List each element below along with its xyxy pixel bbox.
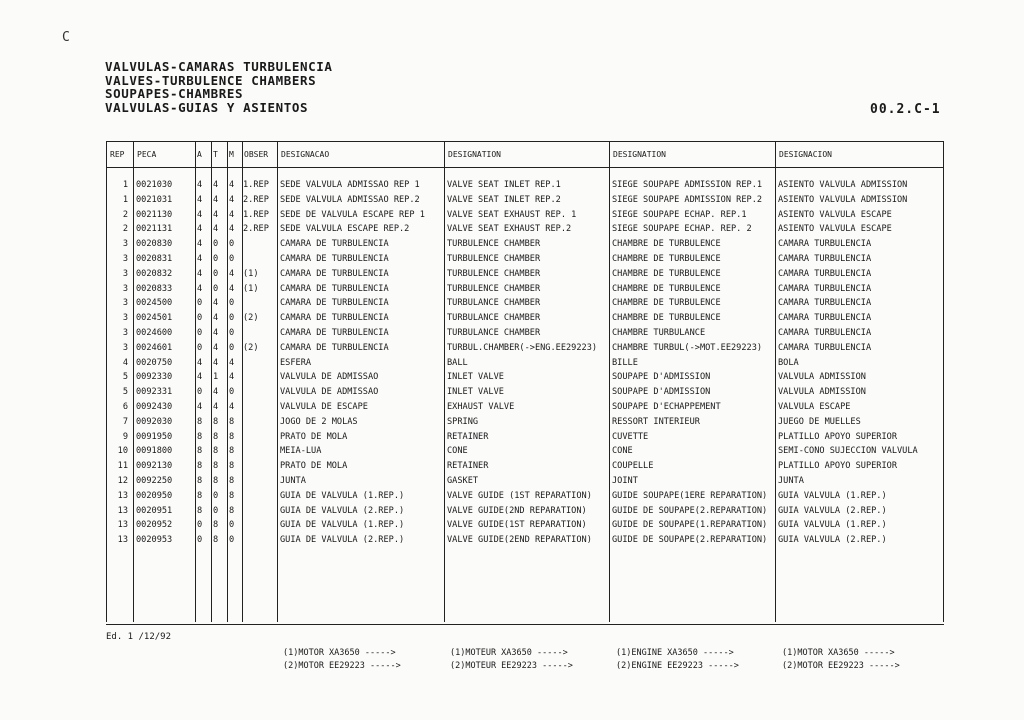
cell-pt: SEDE VALVULA ADMISSAO REP.2 bbox=[280, 194, 420, 205]
cell-t: 8 bbox=[213, 446, 219, 457]
column-rule bbox=[195, 142, 196, 622]
cell-pt: CAMARA DE TURBULENCIA bbox=[280, 268, 389, 279]
footnote-en-1: (1)ENGINE XA3650 -----> bbox=[616, 648, 734, 658]
cell-es: ASIENTO VALVULA ESCAPE bbox=[778, 209, 892, 220]
cell-pt: CAMARA DE TURBULENCIA bbox=[280, 298, 389, 309]
cell-es: CAMARA TURBULENCIA bbox=[778, 298, 872, 309]
cell-en: TURBUL.CHAMBER(->ENG.EE29223) bbox=[447, 342, 598, 353]
cell-t: 4 bbox=[213, 180, 219, 190]
cell-m: 8 bbox=[229, 490, 235, 501]
cell-m: 8 bbox=[229, 431, 235, 442]
cell-rep: 3 bbox=[122, 328, 128, 338]
cell-es: BOLA bbox=[778, 357, 799, 368]
cell-m: 4 bbox=[229, 194, 235, 205]
cell-pt: CAMARA DE TURBULENCIA bbox=[280, 283, 389, 294]
cell-peca: 0020951 bbox=[136, 505, 173, 516]
cell-a: 0 bbox=[197, 342, 203, 353]
column-rule bbox=[133, 142, 134, 622]
cell-fr: RESSORT INTERIEUR bbox=[612, 416, 700, 427]
cell-en: VALVE GUIDE(1ST REPARATION) bbox=[447, 520, 587, 531]
edition-date: Ed. 1 /12/92 bbox=[106, 632, 172, 642]
cell-t: 0 bbox=[213, 254, 219, 264]
cell-t: 0 bbox=[213, 505, 219, 516]
cell-en: VALVE SEAT EXHAUST REP. 1 bbox=[447, 209, 577, 220]
header-t: T bbox=[213, 150, 218, 159]
cell-peca: 0021130 bbox=[136, 209, 173, 220]
cell-en: TURBULENCE CHAMBER bbox=[447, 268, 541, 279]
cell-rep: 3 bbox=[122, 268, 128, 279]
cell-en: CONE bbox=[447, 446, 468, 457]
cell-en: BALL bbox=[447, 357, 468, 368]
cell-es: GUIA VALVULA (2.REP.) bbox=[778, 535, 887, 546]
cell-a: 8 bbox=[197, 416, 203, 427]
cell-rep: 6 bbox=[122, 402, 128, 412]
cell-rep: 11 bbox=[117, 461, 128, 472]
cell-a: 8 bbox=[197, 431, 203, 442]
cell-a: 4 bbox=[197, 209, 203, 220]
cell-en: INLET VALVE bbox=[447, 372, 504, 383]
cell-m: 4 bbox=[229, 224, 235, 235]
cell-pt: JUNTA bbox=[280, 476, 306, 486]
cell-en: VALVE GUIDE(2ND REPARATION) bbox=[447, 505, 587, 516]
cell-peca: 0024601 bbox=[136, 342, 173, 353]
cell-es: PLATILLO APOYO SUPERIOR bbox=[778, 461, 897, 472]
cell-rep: 10 bbox=[117, 446, 128, 457]
cell-t: 1 bbox=[213, 372, 219, 383]
cell-t: 4 bbox=[213, 357, 219, 368]
cell-fr: CHAMBRE TURBUL(->MOT.EE29223) bbox=[612, 342, 763, 353]
cell-es: ASIENTO VALVULA ADMISSION bbox=[778, 180, 908, 190]
cell-t: 4 bbox=[213, 224, 219, 235]
cell-es: ASIENTO VALVULA ESCAPE bbox=[778, 224, 892, 235]
cell-rep: 1 bbox=[122, 194, 128, 205]
cell-fr: CHAMBRE TURBULANCE bbox=[612, 328, 706, 338]
cell-m: 8 bbox=[229, 476, 235, 486]
header-rep: REP bbox=[110, 150, 125, 159]
cell-a: 4 bbox=[197, 283, 203, 294]
cell-fr: COUPELLE bbox=[612, 461, 654, 472]
cell-rep: 3 bbox=[122, 254, 128, 264]
cell-rep: 3 bbox=[122, 283, 128, 294]
cell-es: GUIA VALVULA (1.REP.) bbox=[778, 490, 887, 501]
cell-m: 4 bbox=[229, 372, 235, 383]
cell-rep: 13 bbox=[117, 520, 128, 531]
header-designacion: DESIGNACION bbox=[779, 150, 832, 159]
cell-rep: 9 bbox=[122, 431, 128, 442]
cell-es: JUEGO DE MUELLES bbox=[778, 416, 861, 427]
cell-en: VALVE SEAT EXHAUST REP.2 bbox=[447, 224, 572, 235]
footnote-pt-1: (1)MOTOR XA3650 -----> bbox=[283, 648, 396, 658]
cell-peca: 0020952 bbox=[136, 520, 173, 531]
cell-pt: GUIA DE VALVULA (1.REP.) bbox=[280, 490, 405, 501]
cell-fr: CHAMBRE DE TURBULENCE bbox=[612, 239, 721, 250]
cell-en: TURBULANCE CHAMBER bbox=[447, 298, 541, 309]
cell-t: 8 bbox=[213, 416, 219, 427]
column-rule bbox=[444, 142, 445, 622]
cell-peca: 0092250 bbox=[136, 476, 173, 486]
cell-t: 4 bbox=[213, 402, 219, 412]
cell-obser: (2) bbox=[243, 342, 259, 353]
cell-obser: (1) bbox=[243, 268, 259, 279]
cell-a: 8 bbox=[197, 446, 203, 457]
cell-fr: SOUPAPE D'ECHAPPEMENT bbox=[612, 402, 721, 412]
cell-obser: 1.REP bbox=[243, 180, 269, 190]
cell-t: 0 bbox=[213, 490, 219, 501]
cell-es: CAMARA TURBULENCIA bbox=[778, 328, 872, 338]
cell-rep: 3 bbox=[122, 313, 128, 324]
cell-m: 4 bbox=[229, 268, 235, 279]
header-obser: OBSER bbox=[244, 150, 269, 159]
cell-fr: CUVETTE bbox=[612, 431, 649, 442]
cell-t: 4 bbox=[213, 298, 219, 309]
cell-es: PLATILLO APOYO SUPERIOR bbox=[778, 431, 897, 442]
cell-a: 4 bbox=[197, 268, 203, 279]
cell-fr: SIEGE SOUPAPE ADMISSION REP.2 bbox=[612, 194, 763, 205]
cell-pt: VALVULA DE ADMISSAO bbox=[280, 387, 379, 398]
title-es: VALVULAS-GUIAS Y ASIENTOS bbox=[105, 99, 309, 115]
cell-a: 4 bbox=[197, 402, 203, 412]
cell-fr: SIEGE SOUPAPE ECHAP. REP.1 bbox=[612, 209, 747, 220]
column-rule bbox=[609, 142, 610, 622]
cell-pt: CAMARA DE TURBULENCIA bbox=[280, 328, 389, 338]
cell-peca: 0020832 bbox=[136, 268, 173, 279]
cell-fr: CHAMBRE DE TURBULENCE bbox=[612, 298, 721, 309]
cell-en: VALVE SEAT INLET REP.2 bbox=[447, 194, 561, 205]
cell-m: 0 bbox=[229, 520, 235, 531]
cell-a: 4 bbox=[197, 357, 203, 368]
footnote-es-1: (1)MOTOR XA3650 -----> bbox=[782, 648, 895, 658]
header-a: A bbox=[197, 150, 202, 159]
cell-pt: CAMARA DE TURBULENCIA bbox=[280, 254, 389, 264]
cell-pt: ESFERA bbox=[280, 357, 312, 368]
cell-a: 0 bbox=[197, 520, 203, 531]
cell-es: CAMARA TURBULENCIA bbox=[778, 313, 872, 324]
cell-pt: GUIA DE VALVULA (1.REP.) bbox=[280, 520, 405, 531]
cell-es: ASIENTO VALVULA ADMISSION bbox=[778, 194, 908, 205]
cell-es: JUNTA bbox=[778, 476, 804, 486]
cell-en: VALVE SEAT INLET REP.1 bbox=[447, 180, 561, 190]
column-rule bbox=[943, 142, 944, 622]
cell-a: 4 bbox=[197, 180, 203, 190]
cell-es: VALVULA ADMISSION bbox=[778, 372, 866, 383]
cell-peca: 0021030 bbox=[136, 180, 173, 190]
footnote-fr-2: (2)MOTEUR EE29223 -----> bbox=[450, 661, 573, 671]
cell-t: 8 bbox=[213, 431, 219, 442]
cell-en: EXHAUST VALVE bbox=[447, 402, 515, 412]
cell-peca: 0092330 bbox=[136, 372, 173, 383]
cell-m: 4 bbox=[229, 402, 235, 412]
cell-en: VALVE GUIDE (1ST REPARATION) bbox=[447, 490, 592, 501]
cell-fr: SIEGE SOUPAPE ADMISSION REP.1 bbox=[612, 180, 763, 190]
cell-pt: GUIA DE VALVULA (2.REP.) bbox=[280, 505, 405, 516]
cell-peca: 0024600 bbox=[136, 328, 173, 338]
cell-en: TURBULANCE CHAMBER bbox=[447, 313, 541, 324]
cell-es: CAMARA TURBULENCIA bbox=[778, 268, 872, 279]
cell-pt: CAMARA DE TURBULENCIA bbox=[280, 239, 389, 250]
cell-peca: 0020831 bbox=[136, 254, 173, 264]
cell-rep: 13 bbox=[117, 535, 128, 546]
cell-a: 8 bbox=[197, 476, 203, 486]
cell-fr: GUIDE DE SOUPAPE(1.REPARATION) bbox=[612, 520, 768, 531]
cell-pt: CAMARA DE TURBULENCIA bbox=[280, 342, 389, 353]
header-peca: PECA bbox=[137, 150, 157, 159]
cell-pt: PRATO DE MOLA bbox=[280, 431, 348, 442]
cell-fr: JOINT bbox=[612, 476, 638, 486]
column-rule bbox=[227, 142, 228, 622]
cell-fr: SOUPAPE D'ADMISSION bbox=[612, 387, 711, 398]
cell-es: CAMARA TURBULENCIA bbox=[778, 239, 872, 250]
cell-a: 8 bbox=[197, 461, 203, 472]
cell-t: 0 bbox=[213, 239, 219, 250]
cell-pt: MEIA-LUA bbox=[280, 446, 322, 457]
cell-pt: VALVULA DE ADMISSAO bbox=[280, 372, 379, 383]
cell-es: CAMARA TURBULENCIA bbox=[778, 283, 872, 294]
cell-rep: 3 bbox=[122, 239, 128, 250]
cell-m: 4 bbox=[229, 283, 235, 294]
cell-m: 8 bbox=[229, 461, 235, 472]
cell-rep: 12 bbox=[117, 476, 128, 486]
cell-a: 0 bbox=[197, 328, 203, 338]
cell-obser: 2.REP bbox=[243, 194, 269, 205]
cell-rep: 1 bbox=[122, 180, 128, 190]
cell-m: 8 bbox=[229, 416, 235, 427]
cell-t: 4 bbox=[213, 342, 219, 353]
cell-peca: 0092030 bbox=[136, 416, 173, 427]
cell-obser: (1) bbox=[243, 283, 259, 294]
cell-fr: CONE bbox=[612, 446, 633, 457]
title-en: VALVES-TURBULENCE CHAMBERS bbox=[105, 72, 317, 88]
cell-fr: SIEGE SOUPAPE ECHAP. REP. 2 bbox=[612, 224, 752, 235]
cell-rep: 2 bbox=[122, 209, 128, 220]
cell-m: 4 bbox=[229, 180, 235, 190]
cell-fr: BILLE bbox=[612, 357, 638, 368]
cell-en: TURBULENCE CHAMBER bbox=[447, 283, 541, 294]
cell-fr: SOUPAPE D'ADMISSION bbox=[612, 372, 711, 383]
cell-t: 4 bbox=[213, 194, 219, 205]
cell-en: GASKET bbox=[447, 476, 479, 486]
cell-rep: 5 bbox=[122, 387, 128, 398]
cell-pt: GUIA DE VALVULA (2.REP.) bbox=[280, 535, 405, 546]
header-m: M bbox=[229, 150, 234, 159]
header-designation-en: DESIGNATION bbox=[448, 150, 501, 159]
cell-es: VALVULA ADMISSION bbox=[778, 387, 866, 398]
cell-a: 0 bbox=[197, 298, 203, 309]
cell-rep: 13 bbox=[117, 490, 128, 501]
column-rule bbox=[277, 142, 278, 622]
cell-a: 0 bbox=[197, 387, 203, 398]
cell-t: 8 bbox=[213, 535, 219, 546]
column-rule bbox=[106, 142, 107, 622]
cell-es: VALVULA ESCAPE bbox=[778, 402, 851, 412]
cell-rep: 3 bbox=[122, 298, 128, 309]
cell-es: GUIA VALVULA (1.REP.) bbox=[778, 520, 887, 531]
header-separator bbox=[106, 167, 944, 168]
cell-fr: CHAMBRE DE TURBULENCE bbox=[612, 268, 721, 279]
cell-peca: 0020750 bbox=[136, 357, 173, 368]
cell-m: 4 bbox=[229, 357, 235, 368]
cell-m: 8 bbox=[229, 446, 235, 457]
cell-rep: 5 bbox=[122, 372, 128, 383]
cell-fr: CHAMBRE DE TURBULENCE bbox=[612, 283, 721, 294]
column-rule bbox=[211, 142, 212, 622]
cell-rep: 7 bbox=[122, 416, 128, 427]
cell-pt: PRATO DE MOLA bbox=[280, 461, 348, 472]
cell-a: 4 bbox=[197, 194, 203, 205]
cell-obser: 2.REP bbox=[243, 224, 269, 235]
cell-m: 0 bbox=[229, 328, 235, 338]
cell-m: 0 bbox=[229, 535, 235, 546]
cell-en: TURBULENCE CHAMBER bbox=[447, 239, 541, 250]
cell-peca: 0020950 bbox=[136, 490, 173, 501]
cell-en: RETAINER bbox=[447, 431, 489, 442]
cell-pt: SEDE DE VALVULA ESCAPE REP 1 bbox=[280, 209, 425, 220]
cell-m: 0 bbox=[229, 342, 235, 353]
cell-peca: 0092130 bbox=[136, 461, 173, 472]
cell-a: 0 bbox=[197, 313, 203, 324]
title-fr: SOUPAPES-CHAMBRES bbox=[105, 86, 244, 101]
document-titles bbox=[105, 60, 333, 114]
cell-en: TURBULANCE CHAMBER bbox=[447, 328, 541, 338]
header-designacao: DESIGNACAO bbox=[281, 150, 330, 159]
page-reference: 00.2.C-1 bbox=[870, 102, 941, 117]
cell-pt: VALVULA DE ESCAPE bbox=[280, 402, 368, 412]
cell-t: 0 bbox=[213, 268, 219, 279]
cell-rep: 13 bbox=[117, 505, 128, 516]
cell-en: INLET VALVE bbox=[447, 387, 504, 398]
cell-peca: 0092430 bbox=[136, 402, 173, 412]
cell-peca: 0092331 bbox=[136, 387, 173, 398]
cell-fr: GUIDE SOUPAPE(1ERE REPARATION) bbox=[612, 490, 768, 501]
corner-mark: C bbox=[62, 30, 70, 45]
cell-peca: 0020833 bbox=[136, 283, 173, 294]
cell-a: 8 bbox=[197, 490, 203, 501]
cell-obser: (2) bbox=[243, 313, 259, 324]
cell-fr: GUIDE DE SOUPAPE(2.REPARATION) bbox=[612, 505, 768, 516]
cell-fr: CHAMBRE DE TURBULENCE bbox=[612, 254, 721, 264]
cell-pt: SEDE VALVULA ADMISSAO REP 1 bbox=[280, 180, 420, 190]
cell-fr: GUIDE DE SOUPAPE(2.REPARATION) bbox=[612, 535, 768, 546]
cell-pt: CAMARA DE TURBULENCIA bbox=[280, 313, 389, 324]
cell-m: 0 bbox=[229, 298, 235, 309]
column-rule bbox=[775, 142, 776, 622]
cell-t: 4 bbox=[213, 313, 219, 324]
cell-m: 0 bbox=[229, 254, 235, 264]
cell-m: 8 bbox=[229, 505, 235, 516]
cell-es: GUIA VALVULA (2.REP.) bbox=[778, 505, 887, 516]
footnote-es-2: (2)MOTOR EE29223 -----> bbox=[782, 661, 900, 671]
cell-rep: 3 bbox=[122, 342, 128, 353]
cell-peca: 0021131 bbox=[136, 224, 173, 235]
cell-en: SPRING bbox=[447, 416, 479, 427]
cell-en: RETAINER bbox=[447, 461, 489, 472]
cell-m: 4 bbox=[229, 209, 235, 220]
cell-a: 4 bbox=[197, 239, 203, 250]
cell-t: 8 bbox=[213, 461, 219, 472]
cell-peca: 0020953 bbox=[136, 535, 173, 546]
cell-m: 0 bbox=[229, 239, 235, 250]
cell-es: CAMARA TURBULENCIA bbox=[778, 254, 872, 264]
cell-a: 0 bbox=[197, 535, 203, 546]
cell-t: 8 bbox=[213, 476, 219, 486]
cell-peca: 0091800 bbox=[136, 446, 173, 457]
cell-t: 0 bbox=[213, 283, 219, 294]
cell-rep: 2 bbox=[122, 224, 128, 235]
cell-en: VALVE GUIDE(2END REPARATION) bbox=[447, 535, 592, 546]
cell-fr: CHAMBRE DE TURBULENCE bbox=[612, 313, 721, 324]
cell-m: 0 bbox=[229, 387, 235, 398]
cell-pt: JOGO DE 2 MOLAS bbox=[280, 416, 358, 427]
cell-peca: 0091950 bbox=[136, 431, 173, 442]
cell-peca: 0020830 bbox=[136, 239, 173, 250]
cell-m: 0 bbox=[229, 313, 235, 324]
cell-a: 4 bbox=[197, 372, 203, 383]
title-pt: VALVULAS-CAMARAS TURBULENCIA bbox=[105, 59, 333, 74]
cell-t: 4 bbox=[213, 387, 219, 398]
cell-peca: 0024500 bbox=[136, 298, 173, 309]
cell-obser: 1.REP bbox=[243, 209, 269, 220]
footnote-fr-1: (1)MOTEUR XA3650 -----> bbox=[450, 648, 568, 658]
cell-a: 4 bbox=[197, 254, 203, 264]
cell-a: 4 bbox=[197, 224, 203, 235]
cell-pt: SEDE VALVULA ESCAPE REP.2 bbox=[280, 224, 410, 235]
cell-t: 4 bbox=[213, 209, 219, 220]
footnote-en-2: (2)ENGINE EE29223 -----> bbox=[616, 661, 739, 671]
cell-peca: 0024501 bbox=[136, 313, 173, 324]
cell-en: TURBULENCE CHAMBER bbox=[447, 254, 541, 264]
cell-a: 8 bbox=[197, 505, 203, 516]
cell-t: 8 bbox=[213, 520, 219, 531]
cell-rep: 4 bbox=[122, 357, 128, 368]
footnote-pt-2: (2)MOTOR EE29223 -----> bbox=[283, 661, 401, 671]
header-designation-fr: DESIGNATION bbox=[613, 150, 666, 159]
cell-peca: 0021031 bbox=[136, 194, 173, 205]
cell-es: SEMI-CONO SUJECCION VALVULA bbox=[778, 446, 918, 457]
cell-t: 4 bbox=[213, 328, 219, 338]
cell-es: CAMARA TURBULENCIA bbox=[778, 342, 872, 353]
